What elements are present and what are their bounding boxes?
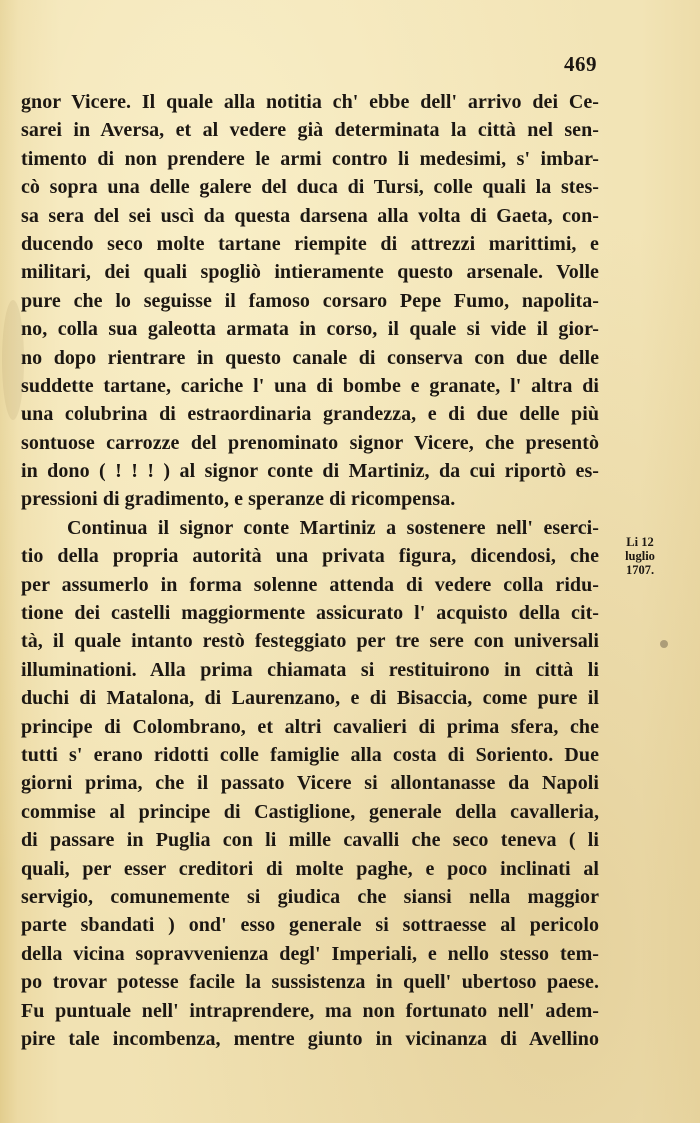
text-line: tà, il quale intanto restò festeggiato per tre sere con universali: [21, 630, 599, 653]
text-line: pure che lo seguisse il famoso corsaro Pepe Fumo, napolita-: [21, 289, 599, 312]
text-line: servigio, comunemente si giudica che siansi nella maggior: [21, 885, 599, 908]
text-line: suddette tartane, cariche l' una di bombe e granate, l' altra di: [21, 374, 599, 397]
text-line: tutti s' erano ridotti colle famiglie alla costa di Soriento. Due: [21, 743, 599, 766]
text-line: una colubrina di estraordinaria grandezza, e di due delle più: [21, 403, 599, 426]
text-line: principe di Colombrano, et altri cavalieri di prima sfera, che: [21, 715, 599, 738]
text-line: ducendo seco molte tartane riempite di attrezzi marittimi, e: [21, 232, 599, 255]
body-text: [21, 88, 599, 1053]
text-line: gnor Vicere. Il quale alla notitia ch' ebbe dell' arrivo dei Ce-: [21, 91, 599, 113]
margin-note-year: 1707.: [625, 563, 655, 577]
text-line: quali, per esser creditori di molte paghe, e poco inclinati al: [21, 857, 599, 880]
page-number: 469: [564, 52, 597, 76]
text-line: sontuose carrozze del prenominato signor Vicere, che presentò: [21, 431, 599, 454]
text-line: militari, dei quali spogliò intieramente questo arsenale. Volle: [21, 261, 599, 284]
text-line: di passare in Puglia con li mille cavalli che seco teneva ( li: [21, 829, 599, 852]
paragraph-first-line: Continua il signor conte Martiniz a sostenere nell' eserci-: [67, 516, 599, 539]
text-line: della vicina sopravvenienza degl' Imperiali, e nello stesso tem-: [21, 942, 599, 965]
text-line: pire tale incombenza, mentre giunto in vicinanza di Avellino: [21, 1027, 599, 1050]
text-line: sa sera del sei uscì da questa darsena alla volta di Gaeta, con-: [21, 204, 599, 227]
text-line: duchi di Matalona, di Laurenzano, e di Bisaccia, come pure il: [21, 687, 599, 710]
text-line: tione dei castelli maggiormente assicurato l' acquisto della cit-: [21, 602, 599, 625]
text-line: illuminationi. Alla prima chiamata si restituirono in città li: [21, 658, 599, 681]
text-line: commise al principe di Castiglione, generale della cavalleria,: [21, 800, 599, 823]
text-line: parte sbandati ) ond' esso generale si sottraesse al pericolo: [21, 914, 599, 937]
text-line: in dono ( ! ! ! ) al signor conte di Martiniz, da cui riportò es-: [21, 460, 599, 483]
text-line: timento di non prendere le armi contro li medesimi, s' imbar-: [21, 147, 599, 170]
text-line: no dopo rientrare in questo canale di conserva con due delle: [21, 346, 599, 369]
text-line: giorni prima, che il passato Vicere si allontanasse da Napoli: [21, 772, 599, 795]
text-line: po trovar potesse facile la sussistenza in quell' ubertoso paese.: [21, 971, 599, 994]
text-line: tio della propria autorità una privata figura, dicendosi, che: [21, 545, 599, 568]
margin-note-day: Li 12: [626, 535, 654, 549]
text-line: per assumerlo in forma solenne attenda di vedere colla ridu-: [21, 573, 599, 596]
text-line: pressioni di gradimento, e speranze di ricompensa.: [21, 488, 456, 511]
margin-note-month: luglio: [625, 549, 655, 563]
margin-date-note: [608, 535, 672, 577]
text-line: Fu puntuale nell' intraprendere, ma non fortunato nell' adem-: [21, 999, 599, 1022]
text-line: cò sopra una delle galere del duca di Tursi, colle quali la stes-: [21, 176, 599, 199]
text-line: sarei in Aversa, et al vedere già determinata la città nel sen-: [21, 119, 599, 142]
text-line: no, colla sua galeotta armata in corso, il quale si vide il gior-: [21, 318, 599, 341]
paper-stain: [660, 640, 668, 648]
